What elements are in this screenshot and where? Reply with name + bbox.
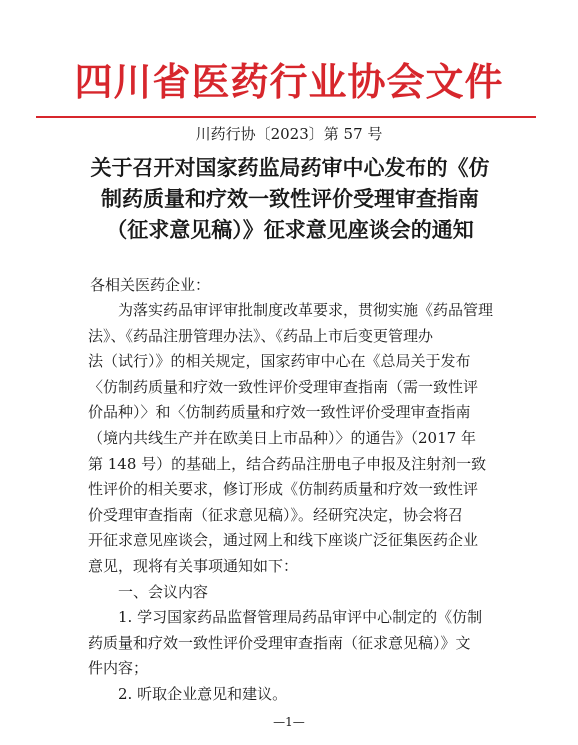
salutation: 各相关医药企业： bbox=[90, 276, 211, 294]
notice-body bbox=[88, 298, 508, 708]
body-line: 开征求意见座谈会，通过网上和线下座谈广泛征集医药企业 bbox=[88, 531, 479, 550]
body-line: 价受理审查指南（征求意见稿）》。经研究决定，协会将召 bbox=[88, 505, 464, 524]
body-line: 性评价的相关要求，修订形成《仿制药质量和疗效一致性评 bbox=[88, 480, 479, 499]
body-line: 件内容； bbox=[88, 659, 149, 678]
body-line: 价品种）〉和〈仿制药质量和疗效一致性评价受理审查指南 bbox=[88, 403, 471, 422]
body-line: 1. 学习国家药品监督管理局药品审评中心制定的《仿制 bbox=[118, 608, 483, 627]
body-line: 意见，现将有关事项通知如下： bbox=[88, 556, 299, 575]
body-line: 药质量和疗效一致性评价受理审查指南（征求意见稿）》文 bbox=[88, 633, 471, 652]
body-line: （境内共线生产并在欧美日上市品种）〉的通告》（2017 年 bbox=[88, 428, 476, 447]
body-line: 为落实药品审评审批制度改革要求，贯彻实施《药品管理 bbox=[118, 301, 494, 319]
body-line: 2. 听取企业意见和建议。 bbox=[118, 684, 288, 703]
notice-title-line: 关于召开对国家药监局药审中心发布的《仿 bbox=[90, 155, 490, 180]
red-divider-line bbox=[36, 116, 536, 118]
body-line: 法（试行）》的相关规定，国家药审中心在《总局关于发布 bbox=[88, 352, 471, 371]
notice-title-line: （征求意见稿）》征求意见座谈会的通知 bbox=[106, 217, 474, 242]
section-heading: 一、会议内容 bbox=[118, 582, 209, 601]
notice-title-line: 制药质量和疗效一致性评价受理审查指南 bbox=[101, 186, 479, 211]
document-number: 川药行协〔2023〕第 57 号 bbox=[195, 125, 383, 143]
notice-title bbox=[40, 152, 540, 245]
body-line: 〈仿制药质量和疗效一致性评价受理审查指南（需一致性评 bbox=[88, 377, 479, 396]
document-header-title: 四川省医药行业协会文件 bbox=[74, 59, 504, 104]
body-line: 法》、《药品注册管理办法》、《药品上市后变更管理办 bbox=[88, 326, 434, 345]
page-number: —1— bbox=[273, 715, 305, 729]
body-line: 第 148 号）的基础上，结合药品注册电子申报及注射剂一致 bbox=[88, 454, 487, 473]
